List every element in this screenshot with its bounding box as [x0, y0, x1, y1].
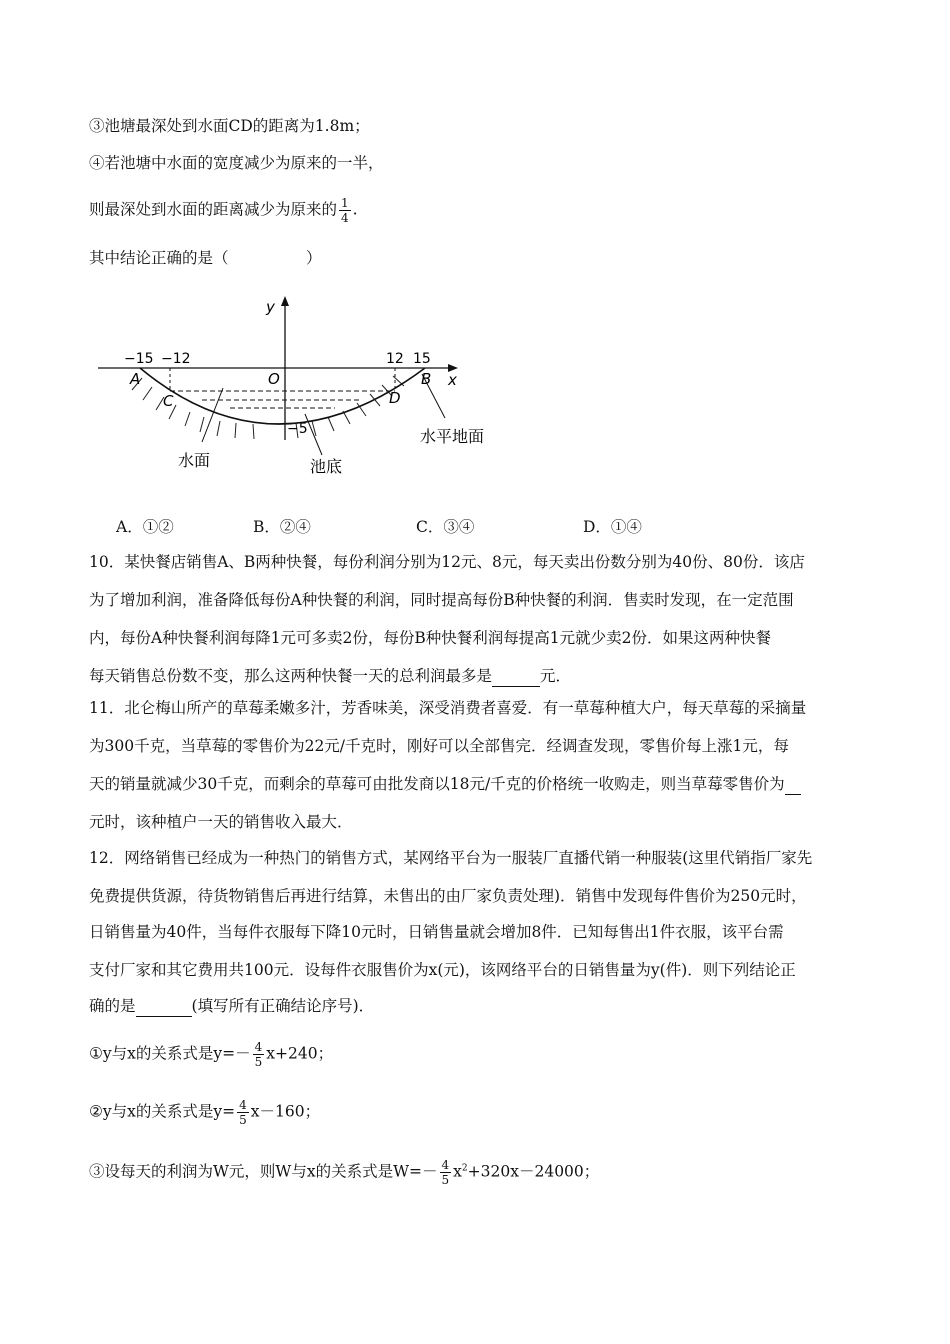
q11-answer-blank[interactable]: [785, 774, 801, 795]
callout-horizontal-ground: 水平地面: [420, 427, 485, 446]
fraction-one-quarter: [339, 196, 351, 225]
q12-statement-2: [89, 1098, 320, 1127]
q12-answer-blank[interactable]: [136, 996, 192, 1017]
x-axis-label: x: [448, 371, 457, 389]
point-label-A: A: [130, 370, 141, 388]
q12-statement-3: [89, 1158, 599, 1187]
fraction-numerator: 1: [341, 196, 349, 210]
q10-line-4-text: 每天销售总份数不变，那么这两种快餐一天的总利润最多是: [89, 667, 493, 685]
callout-pond-bottom: 池底: [310, 457, 343, 476]
fraction-denominator: 5: [254, 1055, 263, 1069]
q12-statement-2-end: x－160；: [250, 1102, 321, 1121]
y-axis-label: y: [266, 298, 275, 316]
tick-label-15: 15: [413, 351, 431, 367]
q9-prompt: 其中结论正确的是（ ）: [89, 249, 322, 267]
q12-statement-1: [89, 1040, 333, 1069]
q11-line-4: 元时，该种植户一天的销售收入最大．: [89, 813, 353, 831]
q12-line-3: 日销售量为40件，当每件衣服每下降10元时，日销售量就会增加8件．已知每售出1件衣服，该平台需: [89, 923, 784, 941]
q12-line-5-text: 确的是: [89, 997, 136, 1015]
point-label-B: B: [421, 370, 432, 388]
q9-option-A[interactable]: A．①②: [116, 518, 174, 536]
tick-label-neg15: −15: [124, 351, 154, 367]
tick-label-12: 12: [386, 351, 404, 367]
tick-label-neg12: −12: [161, 351, 191, 367]
q12-line-5: [89, 996, 374, 1017]
q12-statement-2-text: ②y与x的关系式是y=: [89, 1102, 236, 1121]
q12-statement-3-var: x: [453, 1162, 462, 1181]
q10-line-1: 10．某快餐店销售A、B两种快餐，每份利润分别为12元、8元，每天卖出份数分别为40份、80份．该店: [89, 553, 805, 571]
fraction-four-fifths: [253, 1040, 265, 1069]
point-label-C: C: [163, 392, 174, 410]
q10-line-4-end: 元．: [540, 667, 572, 685]
y-axis-arrow: [281, 296, 289, 306]
q12-statement-3-end: +320x－24000；: [467, 1162, 600, 1181]
q12-statement-1-text: ①y与x的关系式是y=－: [89, 1044, 251, 1063]
q9-statement-4b-text: 则最深处到水面的距离减少为原来的: [89, 200, 338, 219]
q9-option-D[interactable]: D．①④: [583, 518, 642, 536]
q11-line-2: 为300千克，当草莓的零售价为22元/千克时，刚好可以全部售完．经调查发现，零售价每上涨1元，每: [89, 737, 789, 755]
q9-statement-4b-end: .: [352, 200, 358, 219]
fraction-numerator: 4: [254, 1040, 263, 1054]
q10-line-4: [89, 666, 571, 687]
q9-statement-4b: [89, 196, 358, 225]
fraction-four-fifths: [440, 1158, 452, 1187]
q12-statement-3-exponent: 2: [461, 1163, 468, 1174]
fraction-numerator: 4: [441, 1158, 450, 1172]
origin-label-O: O: [268, 370, 280, 388]
q9-option-C[interactable]: C．③④: [416, 518, 475, 536]
point-label-D: D: [389, 389, 401, 407]
q10-line-2: 为了增加利润，准备降低每份A种快餐的利润，同时提高每份B种快餐的利润．售卖时发现，在一定范围: [89, 591, 794, 609]
pond-parabola-figure: [90, 290, 510, 490]
q11-line-1: 11．北仑梅山所产的草莓柔嫩多汁，芳香味美，深受消费者喜爱．有一草莓种植大户，每天草莓的采摘量: [89, 699, 807, 717]
q11-line-3: [89, 774, 801, 795]
pond-bottom-parabola: [140, 368, 425, 424]
fraction-denominator: 4: [341, 211, 349, 225]
q12-line-1: 12．网络销售已经成为一种热门的销售方式，某网络平台为一服装厂直播代销一种服装(这里代销指厂家先: [89, 849, 813, 867]
q12-line-4: 支付厂家和其它费用共100元．设每件衣服售价为x(元)，该网络平台的日销售量为y(件)．则下列结论正: [89, 961, 796, 979]
fraction-denominator: 5: [239, 1113, 247, 1127]
q11-line-3-text: 天的销量就减少30千克，而剩余的草莓可由批发商以18元/千克的价格统一收购走，则当草莓零售价为: [89, 775, 785, 793]
fraction-four-fifths: [237, 1098, 249, 1127]
q9-statement-3: ③池塘最深处到水面CD的距离为1.8m；: [89, 117, 370, 135]
q12-statement-3-text: ③设每天的利润为W元，则W与x的关系式是W=－: [89, 1162, 438, 1181]
fraction-denominator: 5: [441, 1173, 450, 1187]
q12-line-5-end: (填写所有正确结论序号)．: [191, 997, 375, 1015]
q12-statement-1-end: x+240；: [266, 1044, 334, 1063]
q9-option-B[interactable]: B．②④: [253, 518, 311, 536]
tick-label-neg5: −5: [287, 421, 308, 437]
fraction-numerator: 4: [239, 1098, 247, 1112]
q12-line-2: 免费提供货源，待货物销售后再进行结算，未售出的由厂家负责处理)．销售中发现每件售价为250元时，: [89, 887, 807, 905]
q9-statement-4a: ④若池塘中水面的宽度减少为原来的一半，: [89, 154, 384, 172]
callout-water-surface: 水面: [178, 451, 211, 470]
q10-line-3: 内，每份A种快餐利润每降1元可多卖2份，每份B种快餐利润每提高1元就少卖2份．如果这两种快餐: [89, 629, 772, 647]
q10-answer-blank[interactable]: [492, 666, 540, 687]
